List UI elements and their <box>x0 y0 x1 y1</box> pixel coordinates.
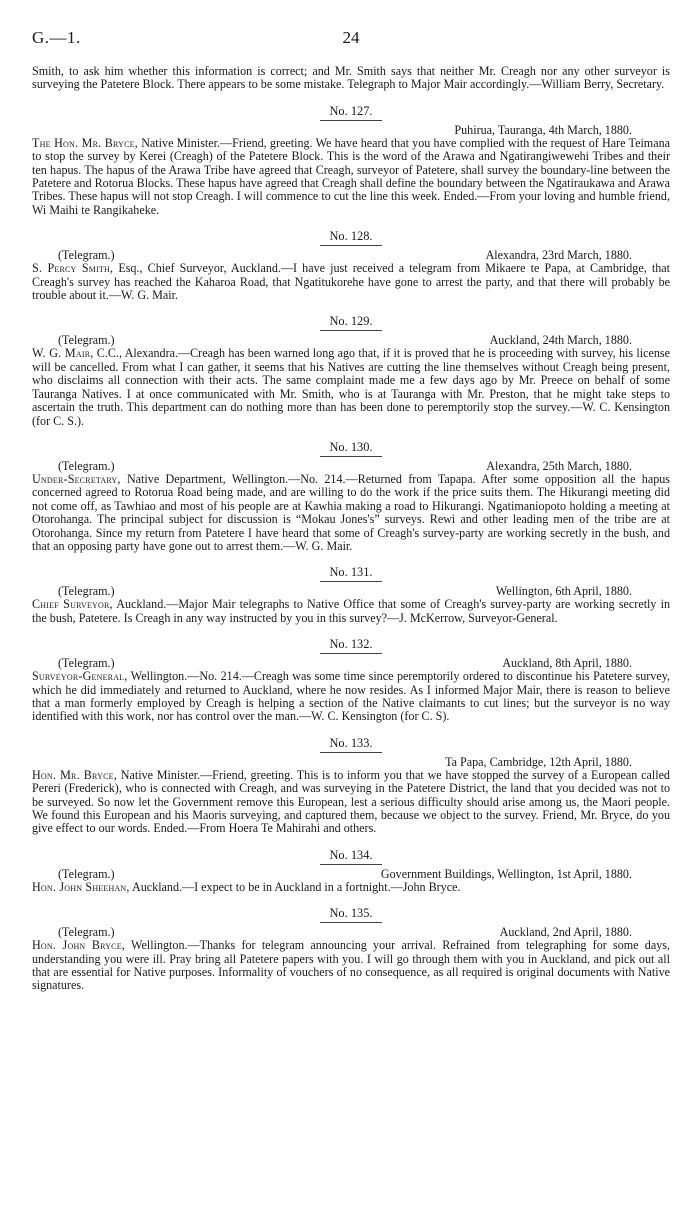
addressee: The Hon. Mr. Bryce, <box>32 135 138 150</box>
entry-body <box>32 347 670 427</box>
divider <box>320 653 382 654</box>
entry-meta <box>32 123 670 137</box>
entry-body <box>32 670 670 724</box>
entry-number: No. 135. <box>329 906 373 921</box>
entry-meta <box>32 925 670 939</box>
body-text: Esq., Chief Surveyor, Auckland.—I have just received a telegram from Mikaere te Papa, at Cambridge, that Creagh's survey has reached the Kaharoa Road, that Ngatitukorehe have gone to arrest the party, and that there will probably be trouble about it.—W. G. Mair. <box>32 261 670 303</box>
entry-132 <box>32 637 670 724</box>
addressee: Under-Secretary, <box>32 471 121 486</box>
entry-134 <box>32 848 670 894</box>
entry-number: No. 128. <box>329 229 373 244</box>
divider <box>320 330 382 331</box>
place-date: Alexandra, 25th March, 1880. <box>486 458 632 473</box>
body-text: Wellington.—Thanks for telegram announcing your arrival. Refrained from telegraphing for some days, understanding you were ill. Pray bring all Patetere papers with you. I will go through them with you in Auckland, and pick out all that are essential for Native purposes. Informality of vouchers of no consequence, as all required is original documents with Native signatures. <box>32 938 670 993</box>
entry-meta <box>32 867 670 881</box>
document-reference: G.—1. <box>32 28 81 47</box>
entry-body <box>32 262 670 302</box>
divider <box>320 120 382 121</box>
telegram-label: (Telegram.) <box>58 458 115 473</box>
telegram-label: (Telegram.) <box>58 925 115 940</box>
entry-127 <box>32 104 670 217</box>
divider <box>320 922 382 923</box>
place-date: Auckland, 24th March, 1880. <box>489 333 632 348</box>
telegram-label: (Telegram.) <box>58 248 115 263</box>
entry-meta <box>32 333 670 347</box>
body-text: Auckland.—I expect to be in Auckland in a fortnight.—John Bryce. <box>129 879 461 894</box>
lead-paragraph: Smith, to ask him whether this information is correct; and Mr. Smith says that neither Mr. Creagh nor any other surveyor is surveying the Patetere Block. There appears to be some mistake. Telegraph to Major Mair accordingly.—William Berry, Secretary. <box>32 64 670 92</box>
entry-135 <box>32 906 670 993</box>
entry-body <box>32 137 670 217</box>
entry-number: No. 129. <box>329 314 373 329</box>
body-text: Native Department, Wellington.—No. 214.—Returned from Tapapa. After some opposition all the hapus concerned agreed to Rotorua Road being made, and are willing to do the work if the price suits them. The Hikurangi meeting did not come off, as Tawhiao and most of his people are at Kawhia making a road to Hikurangi. Ngatimaniopoto holding a meeting at Otorohanga. The principal subject for discussion is “Mokau Jones's” surveys. Rewi and other leading men of the tribe are at Otorohanga. Since my return from Patetere I have heard that some of Creagh's survey-party are working secretly in the bush, and that an opposing party have gone out to arrest them.—W. G. Mair. <box>32 471 670 553</box>
entry-meta <box>32 656 670 670</box>
entry-number: No. 130. <box>329 439 373 454</box>
divider <box>320 752 382 753</box>
place-date: Auckland, 2nd April, 1880. <box>499 925 632 940</box>
entry-number: No. 127. <box>329 103 373 118</box>
addressee: W. G. Mair, <box>32 346 94 361</box>
entry-130 <box>32 440 670 553</box>
addressee: Hon. John Bryce, <box>32 938 126 953</box>
body-text: C.C., Alexandra.—Creagh has been warned long ago that, if it is proved that he is proceeding with survey, his license will be cancelled. From what I can gather, it seems that his Natives are cutting the line themselves without Creagh being present, who disclaims all connection with their acts. The same complaint made me a few days ago by Mr. Preece on behalf of some Tauranga Natives. I at once communicated with Mr. Smith, who is at Tauranga with Mr. Preston, that he might take steps to ascertain the truth. This department can do nothing more than has been done to peremptorily stop the survey.—W. C. Kensington (for C. S.). <box>32 346 671 428</box>
entry-meta <box>32 248 670 262</box>
divider <box>320 581 382 582</box>
addressee: S. Percy Smith, <box>32 261 114 276</box>
entry-129 <box>32 314 670 427</box>
place-date: Wellington, 6th April, 1880. <box>495 584 632 599</box>
body-text: Native Minister.—Friend, greeting. This is to inform you that we have stopped the survey of a European called Pereri (Frederick), who is connected with Creagh, and was surveying in the Patetere District, the land that you decided was not to be surveyed. So now let the Government remove this European, lest a serious difficulty should arise among us, the Maori people. We found this European and his Maoris surveying, and captured them, because we object to the survey. Friend, Mr. Bryce, do you give effect to our words. Ended.—From Hoera Te Mahirahi and others. <box>32 767 670 836</box>
place-date: Puhirua, Tauranga, 4th March, 1880. <box>454 122 632 137</box>
place-date: Ta Papa, Cambridge, 12th April, 1880. <box>445 754 632 769</box>
entry-meta <box>32 755 670 769</box>
divider <box>320 456 382 457</box>
entry-number: No. 131. <box>329 565 373 580</box>
divider <box>320 245 382 246</box>
entry-number: No. 133. <box>329 735 373 750</box>
addressee: Surveyor-General, <box>32 669 128 684</box>
entry-131 <box>32 565 670 625</box>
entry-number: No. 134. <box>329 847 373 862</box>
telegram-label: (Telegram.) <box>58 656 115 671</box>
entry-meta <box>32 584 670 598</box>
entry-133 <box>32 736 670 836</box>
entry-body <box>32 769 670 836</box>
body-text: Native Minister.—Friend, greeting. We have heard that you have complied with the request of Hare Teimana to stop the survey by Kerei (Creagh) of the Patetere Block. This is the word of the Arawa and Ngatirangiwewehi Tribes and their ten hapus. The hapus of the Arawa Tribe have agreed that Creagh, surveyor of Patetere, shall survey the boundary-line between the Patetere and Rotorua Blocks. These hapus have agreed that Creagh shall define the boundary between the Ngatiraukawa and Arawa Tribes. These hapus will not stop Creagh. I will commence to cut the line this week. Ended.—From your loving and humble friend, Wi Maihi te Rangikaheke. <box>32 135 670 217</box>
divider <box>320 864 382 865</box>
entry-number: No. 132. <box>329 637 373 652</box>
entry-body <box>32 473 670 553</box>
page-header <box>32 0 670 50</box>
entry-body <box>32 939 670 993</box>
entry-body <box>32 881 670 894</box>
entry-128 <box>32 229 670 302</box>
addressee: Hon. Mr. Bryce, <box>32 767 117 782</box>
place-date: Auckland, 8th April, 1880. <box>502 656 632 671</box>
telegram-label: (Telegram.) <box>58 866 115 881</box>
page-number: 24 <box>342 28 360 47</box>
telegram-label: (Telegram.) <box>58 584 115 599</box>
entry-body <box>32 598 670 625</box>
place-date: Government Buildings, Wellington, 1st April, 1880. <box>380 866 632 881</box>
entry-meta <box>32 459 670 473</box>
body-text: Wellington.—No. 214.—Creagh was some time since peremptorily ordered to discontinue his Patetere survey, which he did immediately and returned to Auckland, where he now resides. As I informed Major Mair, there is reason to believe that a man formerly employed by Creagh is helping a section of the Native claimants to cut lines; but the surveyor is no way identified with this work, nor has control over the man.—W. C. Kensington (for C. S). <box>32 669 670 724</box>
addressee: Chief Surveyor, <box>32 597 113 612</box>
addressee: Hon. John Sheehan, <box>32 879 130 894</box>
telegram-label: (Telegram.) <box>58 333 115 348</box>
place-date: Alexandra, 23rd March, 1880. <box>485 248 632 263</box>
body-text: Auckland.—Major Mair telegraphs to Native Office that some of Creagh's survey-party are working secretly in the bush, Patetere. Is Creagh in any way instructed by you in this survey?—J. McKerrow, Surveyor-General. <box>32 597 670 625</box>
